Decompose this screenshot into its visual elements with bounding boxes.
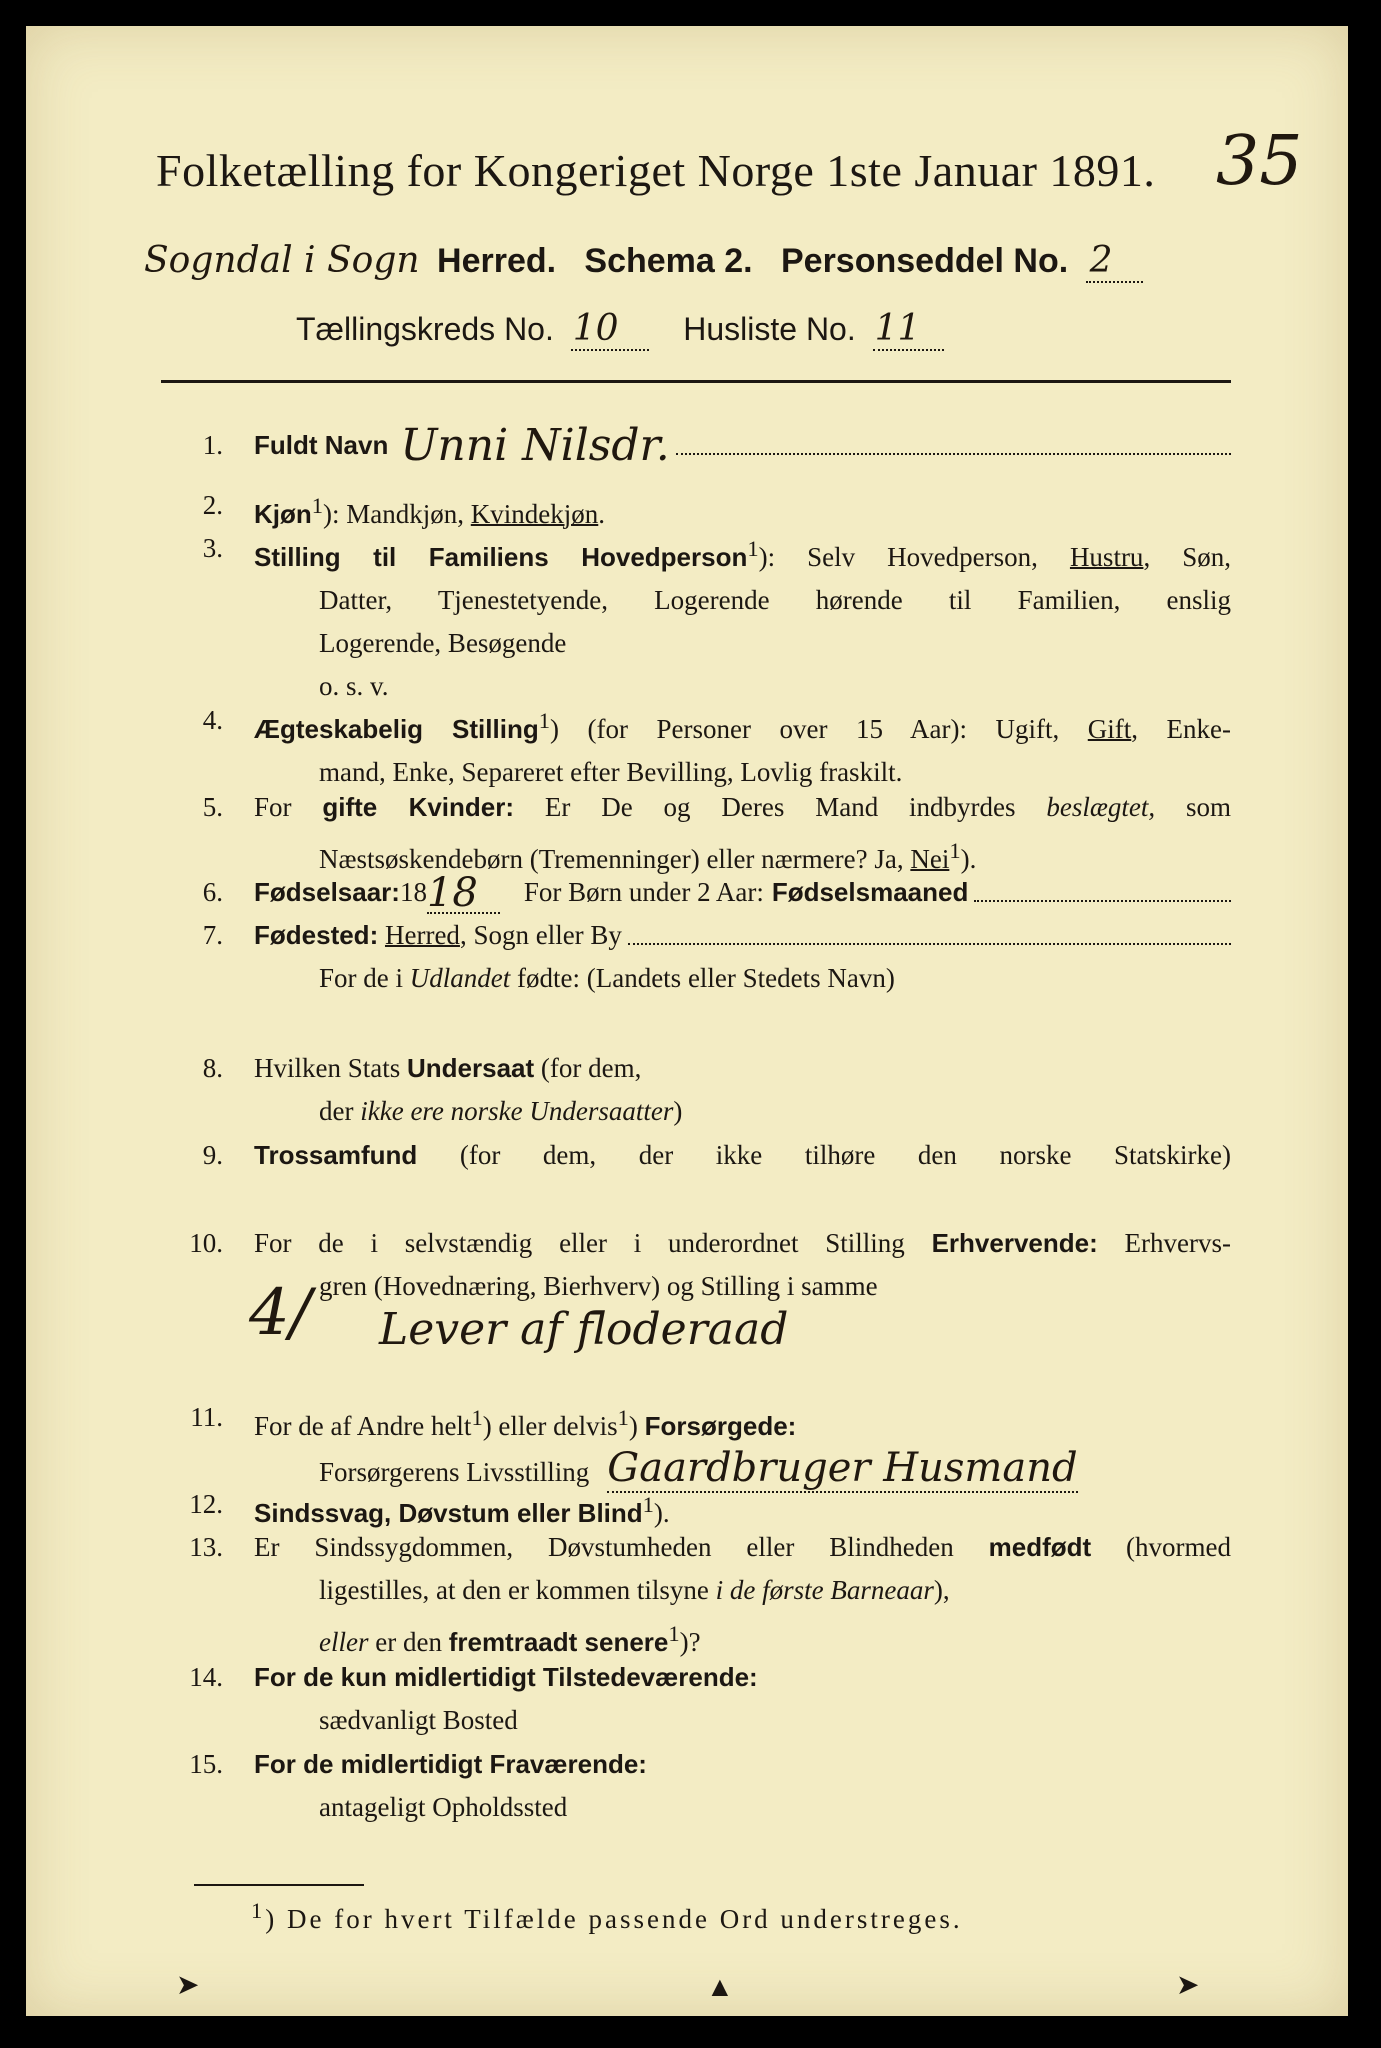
item-line <box>254 699 1231 751</box>
item-text: For de i <box>319 963 410 993</box>
herred-name-handwritten: Sogndal i Sogn <box>144 240 420 281</box>
header-divider <box>161 380 1231 383</box>
item-text: Er De og Deres Mand indbyrdes <box>514 792 1047 822</box>
item-number: 9. <box>202 1140 223 1170</box>
item-line <box>254 1304 1231 1355</box>
item-line <box>254 957 1231 1000</box>
item-line: Logerende, Besøgende <box>319 628 567 658</box>
page-number-handwritten: 35 <box>1216 122 1303 201</box>
item-text: (for dem, <box>534 1053 642 1083</box>
item-emphasis: beslægtet, <box>1046 792 1156 822</box>
item-line: o. s. v. <box>319 671 389 701</box>
selected-option-underlined: Gift <box>1087 714 1132 744</box>
personseddel-label: Personseddel No. <box>780 242 1069 280</box>
item-line <box>254 1177 1231 1220</box>
item-label: Stilling til Familiens Hovedperson <box>254 542 748 572</box>
item-row <box>254 786 1231 881</box>
item-label: medfødt <box>988 1532 1092 1562</box>
footnote-divider <box>194 1884 364 1886</box>
census-form-page <box>26 26 1348 2016</box>
occupation-handwritten: Lever af fl̄oderaad <box>379 1304 789 1355</box>
item-number: 3. <box>202 533 223 563</box>
header-line-schema <box>136 240 1236 281</box>
item-emphasis: eller <box>319 1627 369 1657</box>
item-number: 11. <box>190 1402 223 1432</box>
full-name-handwritten: Unni Nilsdr. <box>400 420 670 471</box>
item-number: 10. <box>189 1228 223 1258</box>
kreds-number-handwritten: 10 <box>571 308 649 351</box>
item-row <box>254 871 1231 914</box>
footnote-ref: 1 <box>747 536 759 561</box>
item-label: Kjøn <box>254 499 312 529</box>
item-text: antageligt Opholdssted <box>319 1792 568 1822</box>
item-text: Næstsøskendebørn (Tremenninger) eller nærmere? Ja, <box>319 844 911 874</box>
item-line: mand, Enke, Separeret efter Bevilling, Lovlig fraskilt. <box>319 757 903 787</box>
item-row <box>254 1396 1231 1494</box>
item-text: (hvormed <box>1091 1532 1232 1562</box>
item-row <box>254 1656 1231 1742</box>
item-line <box>254 1134 1231 1177</box>
item-text: For de i selvstændig eller i underordnet Stilling <box>254 1228 932 1258</box>
item-line <box>254 527 1231 579</box>
item-number: 14. <box>189 1662 223 1692</box>
margin-mark-handwritten: 4/ <box>249 1276 312 1350</box>
item-row <box>254 1222 1231 1394</box>
item-text: For Børn under 2 Aar: <box>523 877 764 907</box>
item-number: 6. <box>202 877 223 907</box>
selected-option-underlined: Hustru <box>1069 542 1144 572</box>
herred-label: Herred. <box>437 242 557 280</box>
dotted-leader <box>676 443 1231 455</box>
item-text: gren (Hovednæring, Bierhverv) og Stilling i samme <box>319 1271 878 1301</box>
item-row <box>254 420 1231 471</box>
item-line <box>254 1222 1231 1265</box>
item-text: fødte: (Landets eller Stedets Navn) <box>510 963 895 993</box>
personseddel-number-handwritten: 2 <box>1086 240 1143 283</box>
footnote-ref: 1 <box>642 1492 654 1517</box>
schema-label: Schema 2. <box>584 242 753 280</box>
footnote-text: ) De for hvert Tilfælde passende Ord understreges. <box>265 1904 963 1934</box>
item-number: 5. <box>202 792 223 822</box>
item-text: ligestilles, at den er kommen tilsyne <box>319 1575 716 1605</box>
husliste-number-handwritten: 11 <box>873 308 945 351</box>
item-text: ). <box>960 844 977 874</box>
item-label: Fuldt Navn <box>254 430 389 460</box>
item-row <box>254 914 1231 1043</box>
item-line <box>254 1786 1231 1829</box>
dotted-leader <box>974 890 1231 902</box>
husliste-label: Husliste No. <box>683 311 856 347</box>
item-label: Ægteskabelig Stilling <box>254 714 539 744</box>
corner-arrow-icon: ➤ <box>1176 1970 1200 2001</box>
item-label: Undersaat <box>407 1053 535 1083</box>
item-label: Forsørgede: <box>644 1411 797 1441</box>
item-number: 12. <box>189 1489 223 1519</box>
item-number: 15. <box>189 1749 223 1779</box>
item-row <box>254 1743 1231 1829</box>
item-text: sædvanligt Bosted <box>319 1705 518 1735</box>
item-text: (for dem, der ikke tilhøre den norske Statskirke) <box>417 1140 1231 1170</box>
item-text: Hvilken Stats <box>254 1053 407 1083</box>
item-label: Fødselsaar: <box>254 877 400 907</box>
item-text: ) eller delvis <box>482 1411 618 1441</box>
item-text: ) <box>673 1096 683 1126</box>
item-line <box>254 914 1231 957</box>
header-line-kreds <box>296 308 1196 349</box>
item-text: Erhvervs- <box>1097 1228 1231 1258</box>
item-text: 18 <box>399 877 427 907</box>
item-line <box>254 1053 641 1083</box>
item-line <box>254 1265 1231 1308</box>
selected-option-underlined: Nei <box>910 844 950 874</box>
item-text: Er Sindssygdommen, Døvstumheden eller Blindheden <box>254 1532 989 1562</box>
item-line <box>254 1699 1231 1742</box>
item-number: 7. <box>202 920 223 950</box>
item-row <box>254 699 1231 794</box>
item-emphasis: ikke ere norske Undersaatter <box>360 1096 674 1126</box>
item-text: ). <box>653 1498 670 1528</box>
item-label: Fødested: <box>254 920 379 950</box>
footnote-ref: 1 <box>949 838 961 863</box>
selected-option-underlined: Herred <box>384 920 460 950</box>
item-text: For <box>254 792 323 822</box>
footnote-ref: 1 <box>311 493 324 518</box>
item-line <box>254 1354 1231 1394</box>
footnote-ref: 1 <box>471 1405 483 1430</box>
item-line <box>254 1090 1231 1133</box>
item-label: For de kun midlertidigt Tilstedeværende: <box>254 1662 758 1692</box>
item-text: )? <box>679 1627 701 1657</box>
item-text: , Sogn eller By <box>459 920 622 950</box>
item-number: 1. <box>202 430 223 460</box>
item-row <box>254 1134 1231 1220</box>
item-line <box>254 1569 1231 1612</box>
item-number: 2. <box>202 490 223 520</box>
item-text: Forsørgerens Livsstilling <box>319 1457 590 1487</box>
item-label: Sindssvag, Døvstum eller Blind <box>254 1498 643 1528</box>
item-label: gifte Kvinder: <box>322 792 515 822</box>
item-row <box>254 1526 1231 1664</box>
form-title: Folketælling for Kongeriget Norge 1ste Januar 1891. <box>156 145 1156 196</box>
item-1-full-name <box>161 420 1231 474</box>
item-text: ), <box>933 1575 950 1605</box>
item-text: der <box>319 1096 361 1126</box>
item-text: ): Mandkjøn, <box>323 499 471 529</box>
item-row <box>254 1047 1231 1133</box>
center-arrow-icon: ▲ <box>706 1972 734 2003</box>
item-text: som <box>1155 792 1231 822</box>
item-text: er den <box>368 1627 449 1657</box>
item-line: Datter, Tjenestetyende, Logerende hørende til Familien, enslig <box>319 585 1231 615</box>
item-text: , Søn, <box>1143 542 1231 572</box>
item-number: 8. <box>202 1053 223 1083</box>
item-text: ): Selv Hovedperson, <box>758 542 1070 572</box>
item-line <box>254 1526 1231 1569</box>
item-line <box>254 786 1231 829</box>
item-text: , Enke- <box>1131 714 1232 744</box>
item-line <box>254 1405 797 1441</box>
item-text: . <box>598 499 606 529</box>
item-label: Erhvervende: <box>931 1228 1098 1258</box>
item-row <box>254 527 1231 708</box>
item-text: ) (for Personer over 15 Aar): Ugift, <box>549 714 1088 744</box>
kreds-label: Tællingskreds No. <box>296 311 554 347</box>
corner-arrow-icon: ➤ <box>176 1970 200 2001</box>
item-text: For de af Andre helt <box>254 1411 472 1441</box>
footnote <box>251 1898 963 1935</box>
footnote-ref: 1 <box>538 708 550 733</box>
footnote-ref: 1 <box>668 1621 680 1646</box>
dotted-leader <box>628 933 1231 945</box>
footnote-ref: 1 <box>617 1405 629 1430</box>
item-emphasis: i de første Barneaar <box>715 1575 934 1605</box>
item-text: ) <box>628 1411 645 1441</box>
item-label: Trossamfund <box>254 1140 418 1170</box>
footnote-ref: 1 <box>251 1898 266 1923</box>
birth-year-handwritten: 18 <box>427 874 500 914</box>
item-number: 4. <box>202 705 223 735</box>
selected-option-underlined: Kvindekjøn <box>470 499 599 529</box>
item-label: Fødselsmaaned <box>771 877 969 907</box>
item-label: For de midlertidigt Fraværende: <box>254 1749 647 1779</box>
item-label: fremtraadt senere <box>448 1627 669 1657</box>
item-line <box>254 1000 1231 1043</box>
provider-occupation-handwritten: Gaardbruger Husmand <box>607 1445 1078 1491</box>
item-number: 13. <box>189 1532 223 1562</box>
item-emphasis: Udlandet <box>409 963 511 993</box>
